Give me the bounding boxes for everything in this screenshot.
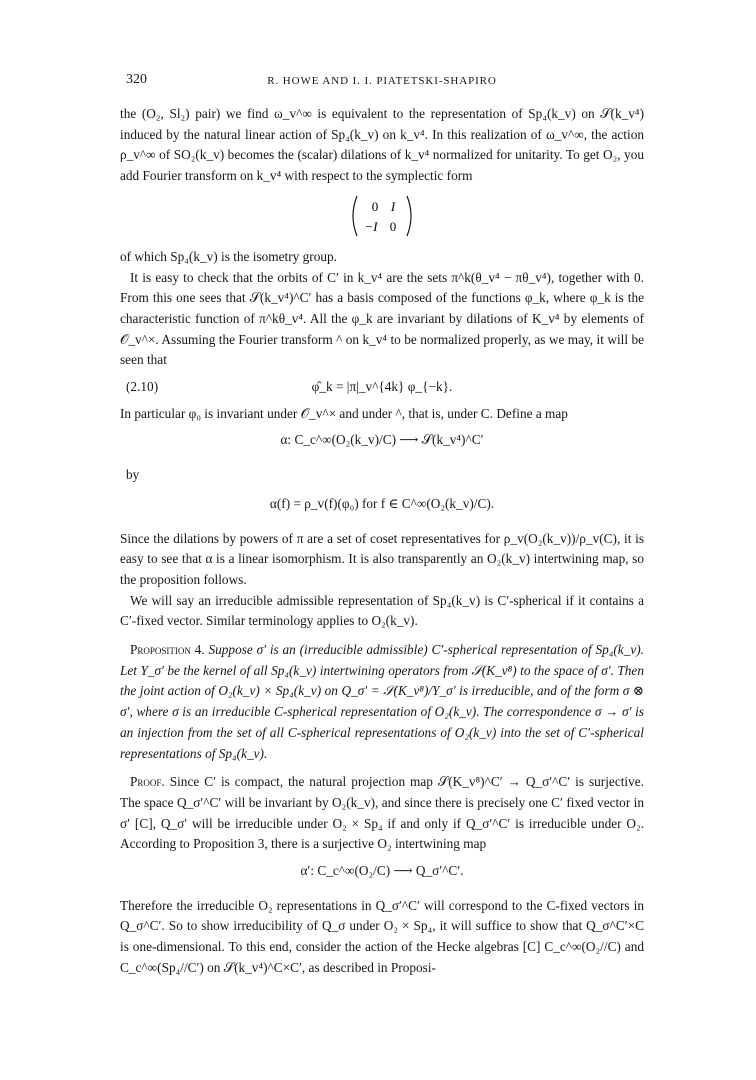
paragraph-spherical-def: We will say an irreducible admissible representation of Sp₄(k_v) is C′-spherical if it contains a C′-fixed vector. Similar terminology applies to O₂(k_v). [120,592,644,629]
page-header [120,70,644,92]
equation-alpha-map: α: C_c^∞(O₂(k_v)/C) ⟶ 𝒮(k_v⁴)^C′ [280,432,484,448]
paragraph-orbits: It is easy to check that the orbits of C′ in k_v⁴ are the sets π^k(θ_v⁴ − πθ_v⁴), together with 0. From this one sees that 𝒮(k_v⁴)^C′ has a basis composed of the functions φ_k, where φ_k is the characteristic function of π^kθ_v⁴. All the φ_k are invariant by dilations of K_v⁴ by elements of 𝒪_v^×. Assuming the Fourier transform ^ on k_v⁴ to be normalized properly, as we may, it will be seen that [120,269,644,368]
paper-page [120,70,644,979]
equation-label: (2.10) [126,379,159,395]
proof-text: Since C′ is compact, the natural projection map 𝒮(K_v⁸)^C′ → Q_σ′^C′ is surjective. The space Q_σ′^C′ will be invariant by O₂(k_v), and since there is precisely one C′ fixed vector in σ′ [C], Q_σ′ will be irreducible under O₂ × Sp₄ if and only if Q_σ′^C′ is irreducible under O₂. According to Proposition 3, there is a surjective O₂ intertwining map [120,774,644,852]
proof-paragraph [120,772,644,855]
page-number: 320 [126,72,147,87]
equation-2-10 [120,377,644,398]
paragraph-phi0: In particular φ₀ is invariant under 𝒪_v^× and under ^, that is, under C. Define a map [120,405,568,421]
matrix-a11: 0 [371,198,379,214]
symplectic-matrix [120,193,644,241]
paragraph-hecke: Therefore the irreducible O₂ representations in Q_σ′^C′ will correspond to the C-fixed vectors in Q_σ^C′. So to show irreducibility of Q_σ under O₂ × Sp₄, it will suffice to show that Q_σ^C′×C is one-dimensional. To this end, consider the action of the Hecke algebras [C] C_c^∞(O₂//C) and C_c^∞(Sp₄//C′) on 𝒮(k_v⁴)^C×C′, as described in Proposi- [120,897,644,975]
paragraph-isometry: of which Sp₄(k_v) is the isometry group. [120,248,337,264]
paragraph-intro: the (O₂, Sl₂) pair) we find ω_v^∞ is equivalent to the representation of Sp₄(k_v) on 𝒮(k_v⁴) induced by the natural linear action of Sp₄(k_v) on k_v⁴. In this realization of ω_v^∞, the action ρ_v^∞ of SO₂(k_v) becomes the (scalar) dilations of k_v⁴ normalized for unitarity. To get O₂, you add Fourier transform on k_v⁴ with respect to the symplectic form [120,106,644,184]
proposition-text: Suppose σ′ is an (irreducible admissible) C′-spherical representation of Sp₄(k_v). Let Y_σ′ be the kernel of all Sp₄(k_v) intertwining operators from 𝒮(K_v⁸) to the space of σ′. Then the joint action of O₂(k_v) × Sp₄(k_v) on Q_σ′ = 𝒮(K_v⁸)/Y_σ′ is irreducible, and of the form σ ⊗ σ′, where σ is an irreducible C-spherical representation of O₂(k_v). The correspondence σ → σ′ is an injection from the set of all C-spherical representations of O₂(k_v) into the set of C′-spherical representations of Sp₄(k_v). [120,642,644,761]
proposition-label: Proposition 4. [130,642,205,658]
by-text: by [126,467,140,483]
equation-body: φ̂_k = |π|_v^{4k} φ_{−k}. [311,379,453,395]
equation-alpha-prime: α′: C_c^∞(O₂/C) ⟶ Q_σ′^C′. [300,863,464,879]
matrix-a21: −I [364,218,378,234]
proof-label: Proof. [130,774,165,790]
equation-alpha-def: α(f) = ρ_v(f)(φ₀) for f ∈ C^∞(O₂(k_v)/C). [269,495,495,511]
proposition-4 [120,640,644,764]
paragraph-dilations: Since the dilations by powers of π are a set of coset representatives for ρ_v(O₂(k_v))/ρ_v(C), it is easy to see that α is a linear isomorphism. It is also transparently an O₂(k_v) intertwining map, so the proposition follows. [120,530,644,587]
matrix-a12: I [390,198,396,214]
matrix-a22: 0 [389,218,397,234]
running-title: R. HOWE AND I. I. PIATETSKI-SHAPIRO [267,75,497,87]
